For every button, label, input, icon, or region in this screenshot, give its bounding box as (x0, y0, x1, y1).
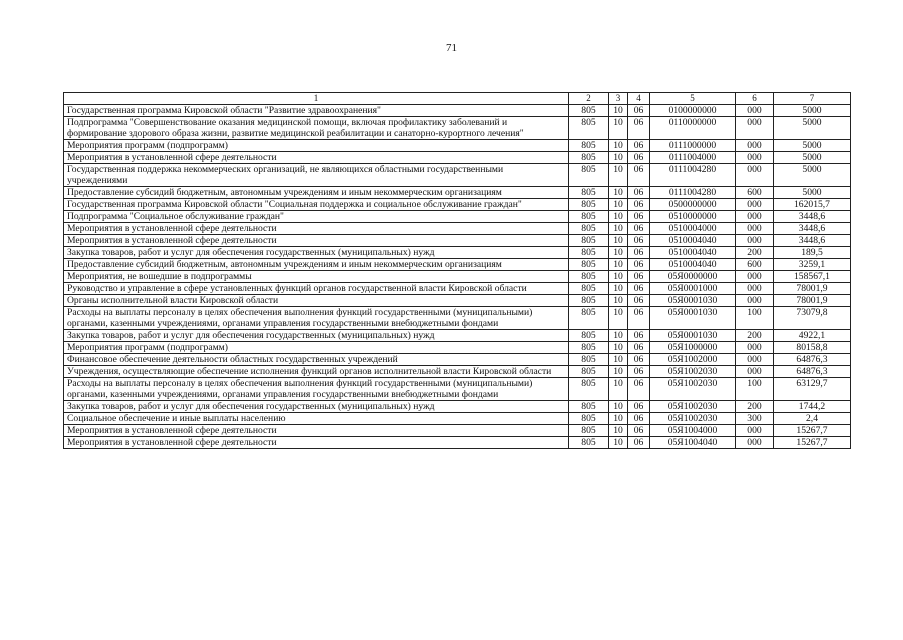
target-article-cell: 05Я1004040 (650, 437, 736, 449)
amount-cell: 15267,7 (774, 437, 851, 449)
amount-cell: 73079,8 (774, 307, 851, 330)
table-row (64, 140, 851, 152)
table-row (64, 247, 851, 259)
amount-cell: 63129,7 (774, 378, 851, 401)
target-article-cell: 0111004280 (650, 164, 736, 187)
column-header-6: 6 (736, 93, 774, 105)
code-cell: 805 (569, 354, 609, 366)
name-cell: Учреждения, осуществляющие обеспечение исполнения функций органов исполнительной власти Кировской области (64, 366, 569, 378)
code-cell: 805 (569, 105, 609, 117)
code-cell: 805 (569, 211, 609, 223)
expense-type-cell: 100 (736, 307, 774, 330)
table-row (64, 366, 851, 378)
table-row (64, 401, 851, 413)
target-article-cell: 0510004040 (650, 259, 736, 271)
table-row (64, 378, 851, 401)
section-cell: 10 (609, 199, 628, 211)
code-cell: 805 (569, 342, 609, 354)
subsection-cell: 06 (628, 117, 650, 140)
subsection-cell: 06 (628, 342, 650, 354)
subsection-cell: 06 (628, 152, 650, 164)
code-cell: 805 (569, 307, 609, 330)
target-article-cell: 0500000000 (650, 199, 736, 211)
expense-type-cell: 300 (736, 413, 774, 425)
table-row (64, 117, 851, 140)
name-cell: Мероприятия программ (подпрограмм) (64, 140, 569, 152)
name-cell: Государственная программа Кировской области "Социальная поддержка и социальное обслуживание граждан" (64, 199, 569, 211)
name-cell: Мероприятия программ (подпрограмм) (64, 342, 569, 354)
amount-cell: 189,5 (774, 247, 851, 259)
subsection-cell: 06 (628, 271, 650, 283)
section-cell: 10 (609, 271, 628, 283)
code-cell: 805 (569, 437, 609, 449)
table-row (64, 307, 851, 330)
amount-cell: 64876,3 (774, 354, 851, 366)
target-article-cell: 0111004000 (650, 152, 736, 164)
name-cell: Руководство и управление в сфере установленных функций органов государственной власти Кировской области (64, 283, 569, 295)
amount-cell: 2,4 (774, 413, 851, 425)
amount-cell: 5000 (774, 140, 851, 152)
expense-type-cell: 000 (736, 235, 774, 247)
amount-cell: 78001,9 (774, 295, 851, 307)
code-cell: 805 (569, 413, 609, 425)
target-article-cell: 05Я0001000 (650, 283, 736, 295)
name-cell: Подпрограмма "Социальное обслуживание граждан" (64, 211, 569, 223)
section-cell: 10 (609, 378, 628, 401)
name-cell: Мероприятия, не вошедшие в подпрограммы (64, 271, 569, 283)
expense-type-cell: 000 (736, 283, 774, 295)
target-article-cell: 05Я1002030 (650, 401, 736, 413)
code-cell: 805 (569, 295, 609, 307)
expense-type-cell: 000 (736, 223, 774, 235)
target-article-cell: 0100000000 (650, 105, 736, 117)
code-cell: 805 (569, 247, 609, 259)
amount-cell: 3448,6 (774, 211, 851, 223)
subsection-cell: 06 (628, 330, 650, 342)
expense-type-cell: 000 (736, 342, 774, 354)
expense-type-cell: 200 (736, 247, 774, 259)
section-cell: 10 (609, 117, 628, 140)
section-cell: 10 (609, 235, 628, 247)
section-cell: 10 (609, 354, 628, 366)
subsection-cell: 06 (628, 295, 650, 307)
table-row (64, 164, 851, 187)
section-cell: 10 (609, 307, 628, 330)
table-header-row (64, 93, 851, 105)
table-row (64, 354, 851, 366)
expense-type-cell: 000 (736, 425, 774, 437)
target-article-cell: 05Я1002000 (650, 354, 736, 366)
section-cell: 10 (609, 330, 628, 342)
code-cell: 805 (569, 401, 609, 413)
table-row (64, 235, 851, 247)
section-cell: 10 (609, 342, 628, 354)
name-cell: Подпрограмма "Совершенствование оказания медицинской помощи, включая профилактику заболеваний и формирование здорового образа жизни, развитие медицинской реабилитации и санаторно-курортного лечения" (64, 117, 569, 140)
code-cell: 805 (569, 187, 609, 199)
target-article-cell: 0110000000 (650, 117, 736, 140)
name-cell: Закупка товаров, работ и услуг для обеспечения государственных (муниципальных) нужд (64, 330, 569, 342)
subsection-cell: 06 (628, 413, 650, 425)
target-article-cell: 05Я1002030 (650, 378, 736, 401)
expense-type-cell: 000 (736, 152, 774, 164)
amount-cell: 3259,1 (774, 259, 851, 271)
expense-type-cell: 000 (736, 105, 774, 117)
name-cell: Закупка товаров, работ и услуг для обеспечения государственных (муниципальных) нужд (64, 401, 569, 413)
expense-type-cell: 000 (736, 271, 774, 283)
amount-cell: 3448,6 (774, 235, 851, 247)
code-cell: 805 (569, 378, 609, 401)
expense-type-cell: 000 (736, 199, 774, 211)
name-cell: Финансовое обеспечение деятельности областных государственных учреждений (64, 354, 569, 366)
amount-cell: 15267,7 (774, 425, 851, 437)
code-cell: 805 (569, 140, 609, 152)
code-cell: 805 (569, 152, 609, 164)
subsection-cell: 06 (628, 307, 650, 330)
name-cell: Предоставление субсидий бюджетным, автономным учреждениям и иным некоммерческим организациям (64, 187, 569, 199)
target-article-cell: 05Я0001030 (650, 330, 736, 342)
name-cell: Мероприятия в установленной сфере деятельности (64, 152, 569, 164)
expense-type-cell: 000 (736, 164, 774, 187)
table-row (64, 187, 851, 199)
subsection-cell: 06 (628, 187, 650, 199)
table-row (64, 223, 851, 235)
expense-type-cell: 100 (736, 378, 774, 401)
target-article-cell: 0111004280 (650, 187, 736, 199)
expense-type-cell: 000 (736, 437, 774, 449)
column-header-2: 2 (569, 93, 609, 105)
subsection-cell: 06 (628, 425, 650, 437)
name-cell: Государственная программа Кировской области "Развитие здравоохранения" (64, 105, 569, 117)
code-cell: 805 (569, 199, 609, 211)
section-cell: 10 (609, 366, 628, 378)
subsection-cell: 06 (628, 164, 650, 187)
amount-cell: 4922,1 (774, 330, 851, 342)
code-cell: 805 (569, 164, 609, 187)
subsection-cell: 06 (628, 366, 650, 378)
table-row (64, 259, 851, 271)
subsection-cell: 06 (628, 259, 650, 271)
table-row (64, 199, 851, 211)
section-cell: 10 (609, 425, 628, 437)
code-cell: 805 (569, 283, 609, 295)
code-cell: 805 (569, 117, 609, 140)
subsection-cell: 06 (628, 105, 650, 117)
table-row (64, 342, 851, 354)
section-cell: 10 (609, 211, 628, 223)
section-cell: 10 (609, 259, 628, 271)
amount-cell: 162015,7 (774, 199, 851, 211)
subsection-cell: 06 (628, 211, 650, 223)
expense-type-cell: 000 (736, 117, 774, 140)
column-header-3: 3 (609, 93, 628, 105)
column-header-1: 1 (64, 93, 569, 105)
expense-type-cell: 000 (736, 295, 774, 307)
section-cell: 10 (609, 187, 628, 199)
amount-cell: 5000 (774, 164, 851, 187)
section-cell: 10 (609, 413, 628, 425)
name-cell: Мероприятия в установленной сфере деятельности (64, 425, 569, 437)
name-cell: Органы исполнительной власти Кировской области (64, 295, 569, 307)
name-cell: Расходы на выплаты персоналу в целях обеспечения выполнения функций государственными (муниципальными) органами, казенными учреждениями, органами управления государственными внебюджетными фондами (64, 378, 569, 401)
subsection-cell: 06 (628, 283, 650, 295)
subsection-cell: 06 (628, 140, 650, 152)
subsection-cell: 06 (628, 378, 650, 401)
code-cell: 805 (569, 259, 609, 271)
subsection-cell: 06 (628, 401, 650, 413)
section-cell: 10 (609, 437, 628, 449)
amount-cell: 158567,1 (774, 271, 851, 283)
section-cell: 10 (609, 223, 628, 235)
amount-cell: 5000 (774, 152, 851, 164)
target-article-cell: 0111000000 (650, 140, 736, 152)
table-row (64, 330, 851, 342)
table-row (64, 152, 851, 164)
column-header-4: 4 (628, 93, 650, 105)
name-cell: Мероприятия в установленной сфере деятельности (64, 223, 569, 235)
section-cell: 10 (609, 140, 628, 152)
expense-type-cell: 200 (736, 401, 774, 413)
name-cell: Предоставление субсидий бюджетным, автономным учреждениям и иным некоммерческим организациям (64, 259, 569, 271)
target-article-cell: 05Я1004000 (650, 425, 736, 437)
target-article-cell: 05Я1002030 (650, 413, 736, 425)
subsection-cell: 06 (628, 235, 650, 247)
target-article-cell: 05Я0000000 (650, 271, 736, 283)
code-cell: 805 (569, 366, 609, 378)
name-cell: Государственная поддержка некоммерческих организаций, не являющихся областными государственными учреждениями (64, 164, 569, 187)
expense-type-cell: 600 (736, 187, 774, 199)
subsection-cell: 06 (628, 354, 650, 366)
name-cell: Социальное обеспечение и иные выплаты населению (64, 413, 569, 425)
section-cell: 10 (609, 152, 628, 164)
code-cell: 805 (569, 271, 609, 283)
table-row (64, 105, 851, 117)
target-article-cell: 0510000000 (650, 211, 736, 223)
section-cell: 10 (609, 105, 628, 117)
section-cell: 10 (609, 401, 628, 413)
page-number: 71 (446, 42, 457, 54)
table-row (64, 437, 851, 449)
column-header-7: 7 (774, 93, 851, 105)
table-row (64, 283, 851, 295)
name-cell: Мероприятия в установленной сфере деятельности (64, 235, 569, 247)
subsection-cell: 06 (628, 437, 650, 449)
section-cell: 10 (609, 247, 628, 259)
code-cell: 805 (569, 223, 609, 235)
column-header-5: 5 (650, 93, 736, 105)
table-row (64, 211, 851, 223)
code-cell: 805 (569, 425, 609, 437)
target-article-cell: 05Я0001030 (650, 307, 736, 330)
amount-cell: 5000 (774, 117, 851, 140)
section-cell: 10 (609, 164, 628, 187)
expense-type-cell: 000 (736, 354, 774, 366)
section-cell: 10 (609, 295, 628, 307)
subsection-cell: 06 (628, 223, 650, 235)
name-cell: Закупка товаров, работ и услуг для обеспечения государственных (муниципальных) нужд (64, 247, 569, 259)
target-article-cell: 0510004000 (650, 223, 736, 235)
target-article-cell: 05Я0001030 (650, 295, 736, 307)
target-article-cell: 05Я1002030 (650, 366, 736, 378)
amount-cell: 80158,8 (774, 342, 851, 354)
table-row (64, 413, 851, 425)
amount-cell: 78001,9 (774, 283, 851, 295)
code-cell: 805 (569, 330, 609, 342)
table-row (64, 295, 851, 307)
table-row (64, 425, 851, 437)
amount-cell: 1744,2 (774, 401, 851, 413)
code-cell: 805 (569, 235, 609, 247)
budget-table (63, 92, 851, 449)
name-cell: Расходы на выплаты персоналу в целях обеспечения выполнения функций государственными (муниципальными) органами, казенными учреждениями, органами управления государственными внебюджетными фондами (64, 307, 569, 330)
target-article-cell: 0510004040 (650, 235, 736, 247)
amount-cell: 3448,6 (774, 223, 851, 235)
amount-cell: 5000 (774, 187, 851, 199)
amount-cell: 64876,3 (774, 366, 851, 378)
expense-type-cell: 000 (736, 366, 774, 378)
target-article-cell: 0510004040 (650, 247, 736, 259)
subsection-cell: 06 (628, 199, 650, 211)
amount-cell: 5000 (774, 105, 851, 117)
name-cell: Мероприятия в установленной сфере деятельности (64, 437, 569, 449)
expense-type-cell: 200 (736, 330, 774, 342)
expense-type-cell: 000 (736, 140, 774, 152)
section-cell: 10 (609, 283, 628, 295)
target-article-cell: 05Я1000000 (650, 342, 736, 354)
expense-type-cell: 600 (736, 259, 774, 271)
subsection-cell: 06 (628, 247, 650, 259)
expense-type-cell: 000 (736, 211, 774, 223)
table-row (64, 271, 851, 283)
